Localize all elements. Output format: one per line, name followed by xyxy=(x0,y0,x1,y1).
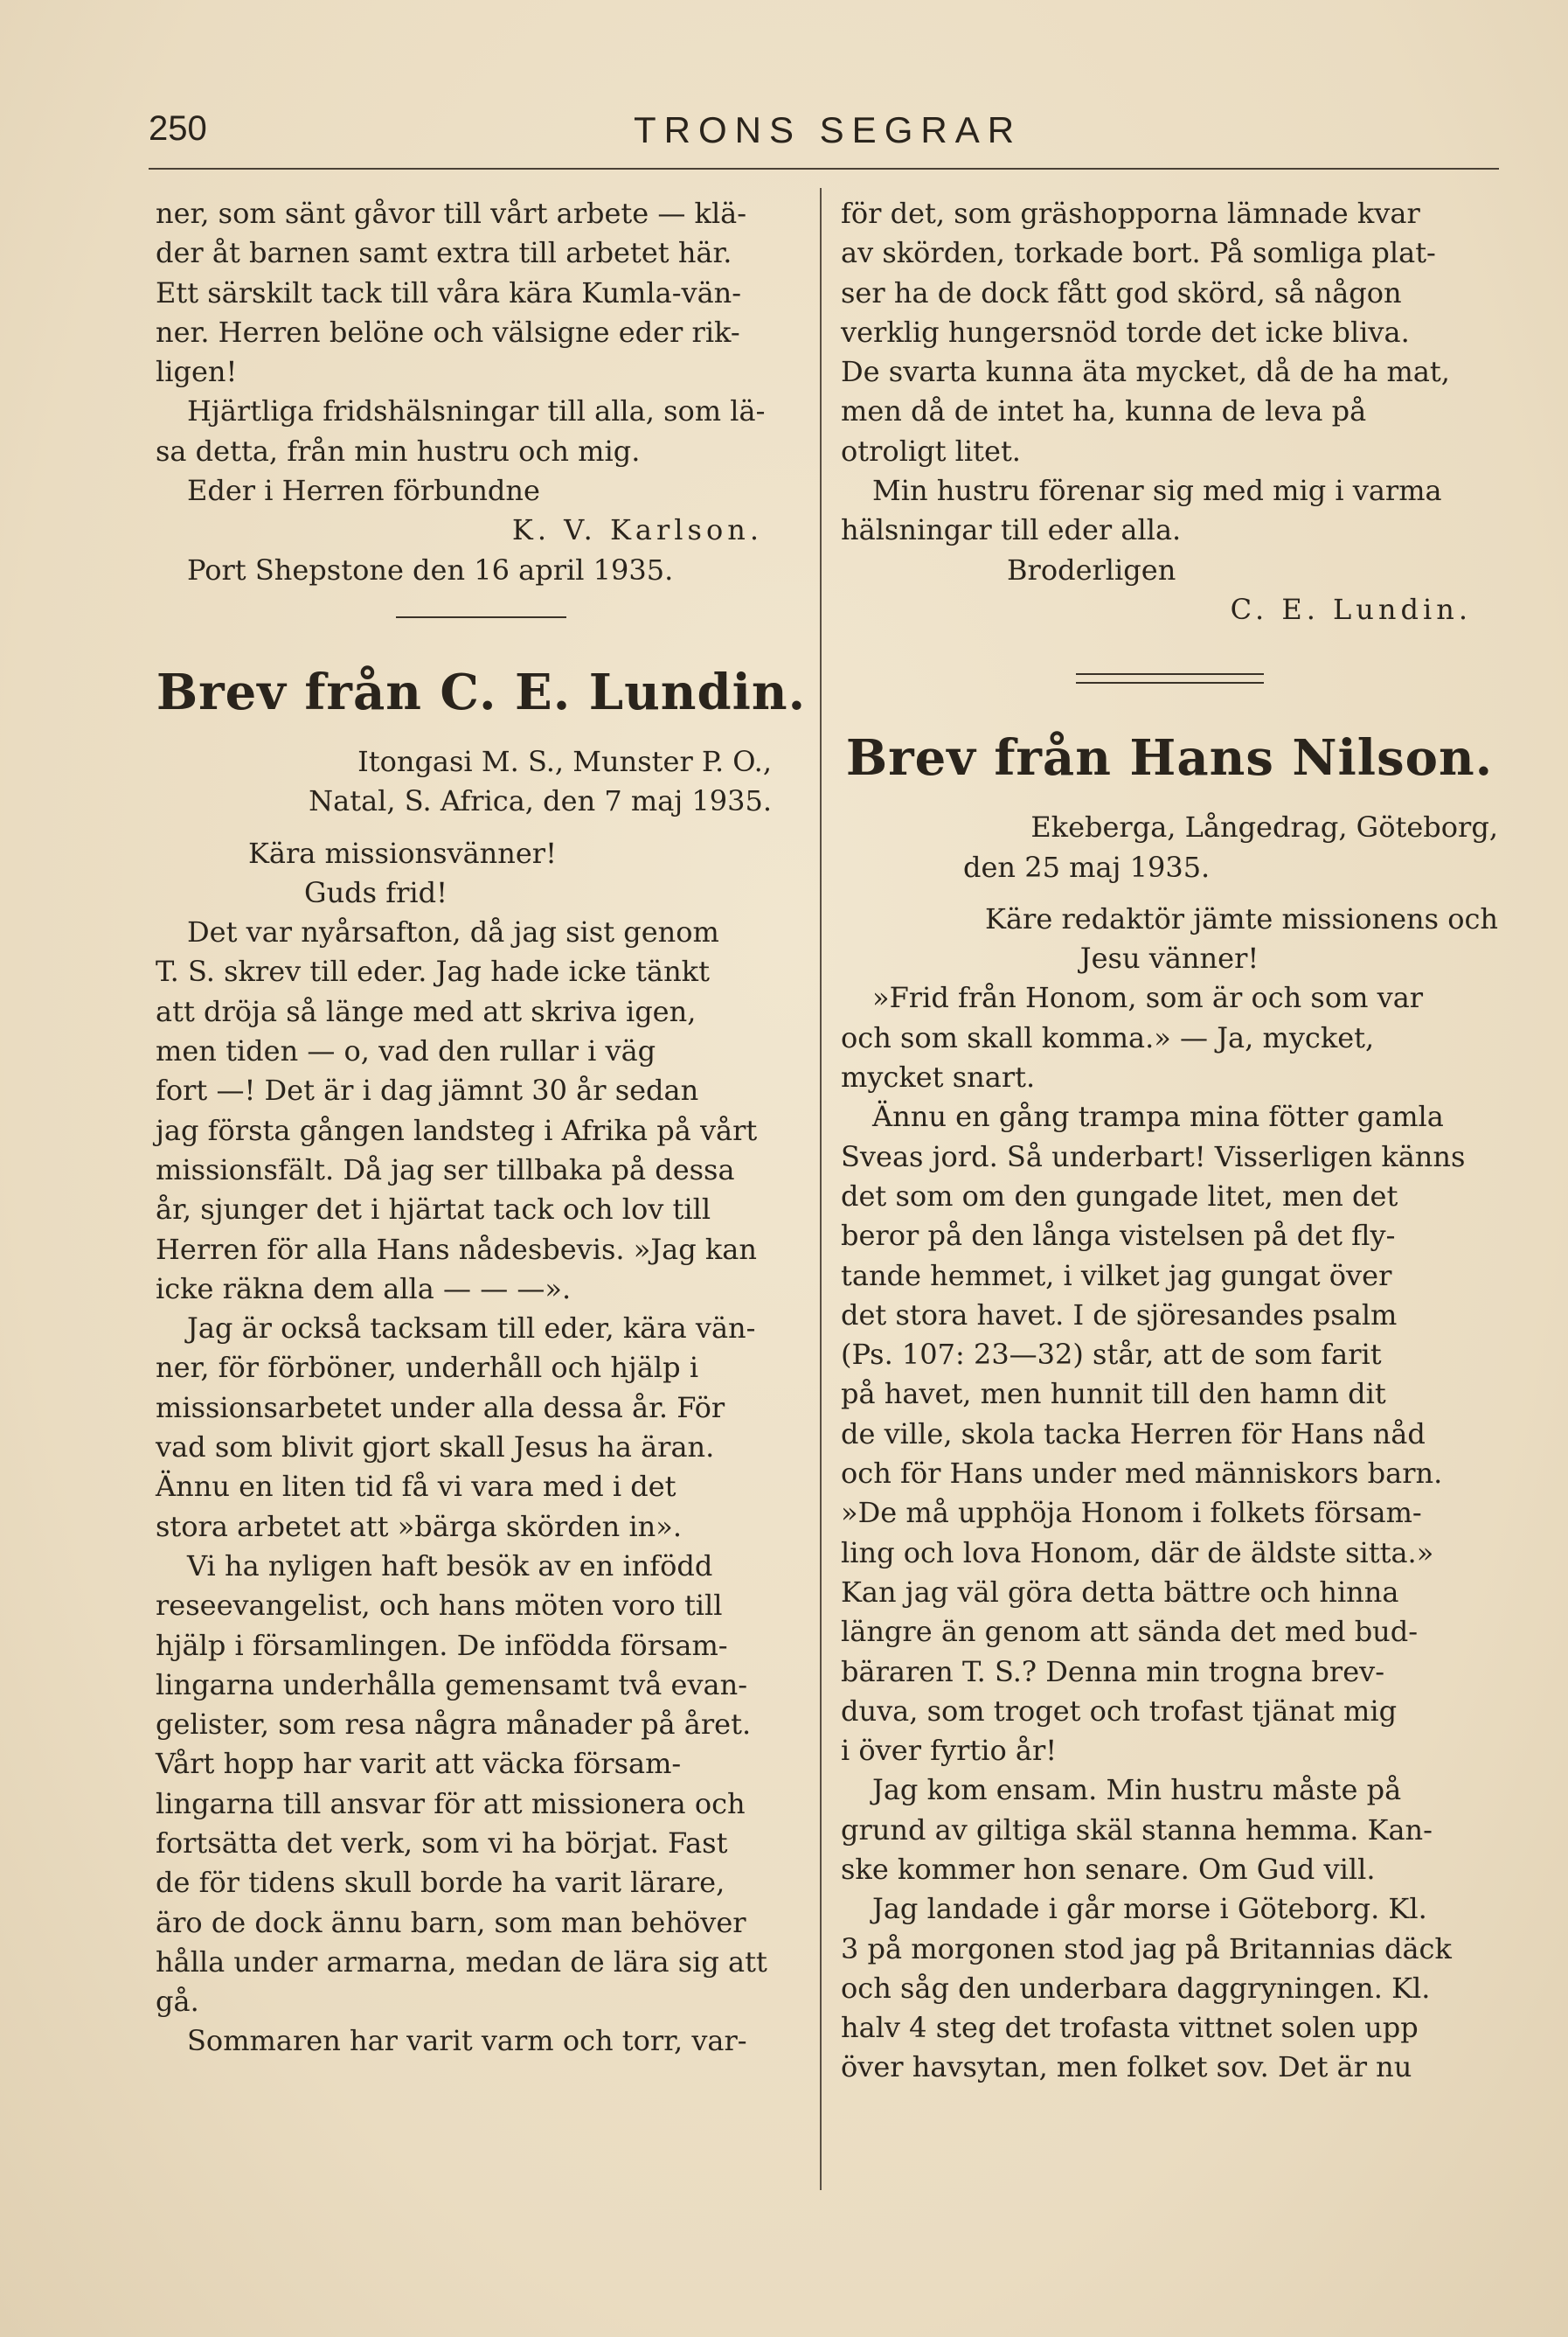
text-line: vad som blivit gjort skall Jesus ha äran. xyxy=(156,1430,715,1464)
article-heading-nilson: Brev från Hans Nilson. xyxy=(845,729,1494,788)
text-line: Det var nyårsafton, då jag sist genom xyxy=(187,915,719,949)
text-line: år, sjunger det i hjärtat tack och lov till xyxy=(156,1193,711,1227)
text-line: fortsätta det verk, som vi ha börjat. Fast xyxy=(156,1826,728,1860)
text-line: äro de dock ännu barn, som man behöver xyxy=(156,1905,746,1939)
text-line: Min hustru förenar sig med mig i varma xyxy=(872,474,1442,508)
text-line: av skörden, torkade bort. På somliga plat- xyxy=(841,236,1436,270)
text-line: men tiden — o, vad den rullar i väg xyxy=(156,1034,656,1068)
text-line: hjälp i församlingen. De infödda försam- xyxy=(156,1628,728,1662)
text-line: reseevangelist, och hans möten voro till xyxy=(156,1589,723,1623)
text-line: der åt barnen samt extra till arbetet här. xyxy=(156,236,732,270)
text-line: över havsytan, men folket sov. Det är nu xyxy=(841,2050,1412,2084)
column-divider xyxy=(820,188,822,2190)
text-line: och för Hans under med människors barn. xyxy=(841,1457,1443,1491)
text-line: De svarta kunna äta mycket, då de ha mat, xyxy=(841,355,1450,389)
text-line: icke räkna dem alla — — —». xyxy=(156,1271,572,1305)
left-column xyxy=(156,194,807,2062)
text-line: fort —! Det är i dag jämnt 30 år sedan xyxy=(156,1074,699,1108)
text-line: verklig hungersnöd torde det icke bliva. xyxy=(841,315,1410,349)
text-line: Kan jag väl göra detta bättre och hinna xyxy=(841,1575,1399,1609)
text-line: otroligt litet. xyxy=(841,434,1021,468)
text-line: 3 på morgonen stod jag på Britannias däck xyxy=(841,1931,1452,1965)
text-line: gelister, som resa några månader på året. xyxy=(156,1708,752,1742)
letter-signature: K. V. Karlson. xyxy=(511,513,763,547)
text-line: mycket snart. xyxy=(841,1061,1036,1095)
text-line: Sommaren har varit varm och torr, var- xyxy=(187,2024,747,2058)
text-line: Vårt hopp har varit att väcka försam- xyxy=(156,1747,682,1781)
text-line: »Frid från Honom, som är och som var xyxy=(872,981,1424,1015)
text-line: duva, som troget och trofast tjänat mig xyxy=(841,1694,1398,1728)
dateline: Ekeberga, Långedrag, Göteborg, xyxy=(1030,810,1498,845)
header-rule xyxy=(149,168,1499,170)
dateline: Natal, S. Africa, den 7 maj 1935. xyxy=(309,784,772,818)
text-line: Sveas jord. Så underbart! Visserligen känns xyxy=(841,1139,1466,1173)
text-line: T. S. skrev till eder. Jag hade icke tänkt xyxy=(156,955,710,989)
text-line: hälsningar till eder alla. xyxy=(841,513,1182,547)
text-line: Jag är också tacksam till eder, kära vän- xyxy=(187,1311,756,1346)
separator-rule xyxy=(396,616,566,618)
text-line: halv 4 steg det trofasta vittnet solen upp xyxy=(841,2011,1419,2045)
page-header xyxy=(149,109,1495,162)
letter-closing: Eder i Herren förbundne xyxy=(187,474,540,508)
right-column xyxy=(841,194,1498,2088)
text-line: missionsfält. Då jag ser tillbaka på dessa xyxy=(156,1152,735,1186)
text-line: »De må upphöja Honom i folkets försam- xyxy=(841,1496,1422,1530)
salutation: Käre redaktör jämte missionens och xyxy=(985,901,1498,935)
text-line: det stora havet. I de sjöresandes psalm xyxy=(841,1297,1398,1332)
text-line: ner. Herren belöne och välsigne eder rik- xyxy=(156,315,740,349)
text-line: men då de intet ha, kunna de leva på xyxy=(841,394,1367,428)
text-line: ner, som sänt gåvor till vårt arbete — klä- xyxy=(156,197,747,230)
text-line: de ville, skola tacka Herren för Hans nåd xyxy=(841,1416,1426,1450)
double-separator-rule xyxy=(1076,673,1264,684)
text-line: Herren för alla Hans nådesbevis. »Jag kan xyxy=(156,1232,757,1266)
text-line: för det, som gräshopporna lämnade kvar xyxy=(841,197,1420,230)
text-line: lingarna underhålla gemensamt två evan- xyxy=(156,1667,748,1701)
text-line: gå. xyxy=(156,1985,199,2019)
letter-closing: Broderligen xyxy=(1007,553,1176,587)
text-line: i över fyrtio år! xyxy=(841,1734,1058,1768)
text-line: det som om den gungade litet, men det xyxy=(841,1179,1398,1213)
text-line: att dröja så länge med att skriva igen, xyxy=(156,994,697,1028)
text-line: missionsarbetet under alla dessa år. För xyxy=(156,1390,725,1424)
text-line: Ännu en liten tid få vi vara med i det xyxy=(156,1470,676,1504)
text-line: ling och lova Honom, där de äldste sitta.» xyxy=(841,1535,1434,1569)
dateline: den 25 maj 1935. xyxy=(963,850,1211,884)
page-number: 250 xyxy=(149,109,207,148)
text-line: och som skall komma.» — Ja, mycket, xyxy=(841,1020,1375,1054)
salutation-2: Guds frid! xyxy=(304,875,448,909)
text-line: de för tidens skull borde ha varit lärare, xyxy=(156,1866,725,1900)
text-line: och såg den underbara daggryningen. Kl. xyxy=(841,1971,1431,2005)
text-line: ligen! xyxy=(156,355,238,389)
text-line: Hjärtliga fridshälsningar till alla, som lä- xyxy=(187,394,766,428)
text-line: Jag kom ensam. Min hustru måste på xyxy=(872,1773,1402,1807)
text-line: hålla under armarna, medan de lära sig att xyxy=(156,1944,767,1979)
text-line: ske kommer hon senare. Om Gud vill. xyxy=(841,1852,1376,1886)
text-line: bäraren T. S.? Denna min trogna brev- xyxy=(841,1654,1385,1688)
salutation-2: Jesu vänner! xyxy=(1079,942,1259,976)
text-line: beror på den långa vistelsen på det fly- xyxy=(841,1219,1396,1253)
text-line: Ett särskilt tack till våra kära Kumla-vän- xyxy=(156,275,742,310)
letter-signature: C. E. Lundin. xyxy=(1230,592,1472,626)
text-line: (Ps. 107: 23—32) står, att de som farit xyxy=(841,1338,1382,1372)
text-line: på havet, men hunnit till den hamn dit xyxy=(841,1377,1386,1411)
text-line: jag första gången landsteg i Afrika på vårt xyxy=(156,1113,758,1147)
place-date: Port Shepstone den 16 april 1935. xyxy=(187,553,674,587)
text-line: tande hemmet, i vilket jag gungat över xyxy=(841,1258,1392,1292)
running-title: TRONS SEGRAR xyxy=(634,109,1023,150)
text-line: Jag landade i går morse i Göteborg. Kl. xyxy=(872,1892,1427,1926)
text-line: ner, för förböner, underhåll och hjälp i xyxy=(156,1351,699,1385)
text-line: sa detta, från min hustru och mig. xyxy=(156,434,641,468)
text-line: längre än genom att sända det med bud- xyxy=(841,1615,1419,1649)
text-line: Vi ha nyligen haft besök av en infödd xyxy=(187,1548,713,1582)
text-line: ser ha de dock fått god skörd, så någon xyxy=(841,275,1402,310)
text-line: stora arbetet att »bärga skörden in». xyxy=(156,1509,683,1543)
salutation: Kära missionsvänner! xyxy=(248,836,557,870)
text-line: grund av giltiga skäl stanna hemma. Kan- xyxy=(841,1812,1433,1847)
dateline: Itongasi M. S., Munster P. O., xyxy=(357,744,772,778)
text-line: Ännu en gång trampa mina fötter gamla xyxy=(872,1100,1444,1134)
text-line: lingarna till ansvar för att missionera och xyxy=(156,1786,746,1820)
article-heading-lundin: Brev från C. E. Lundin. xyxy=(156,663,807,721)
